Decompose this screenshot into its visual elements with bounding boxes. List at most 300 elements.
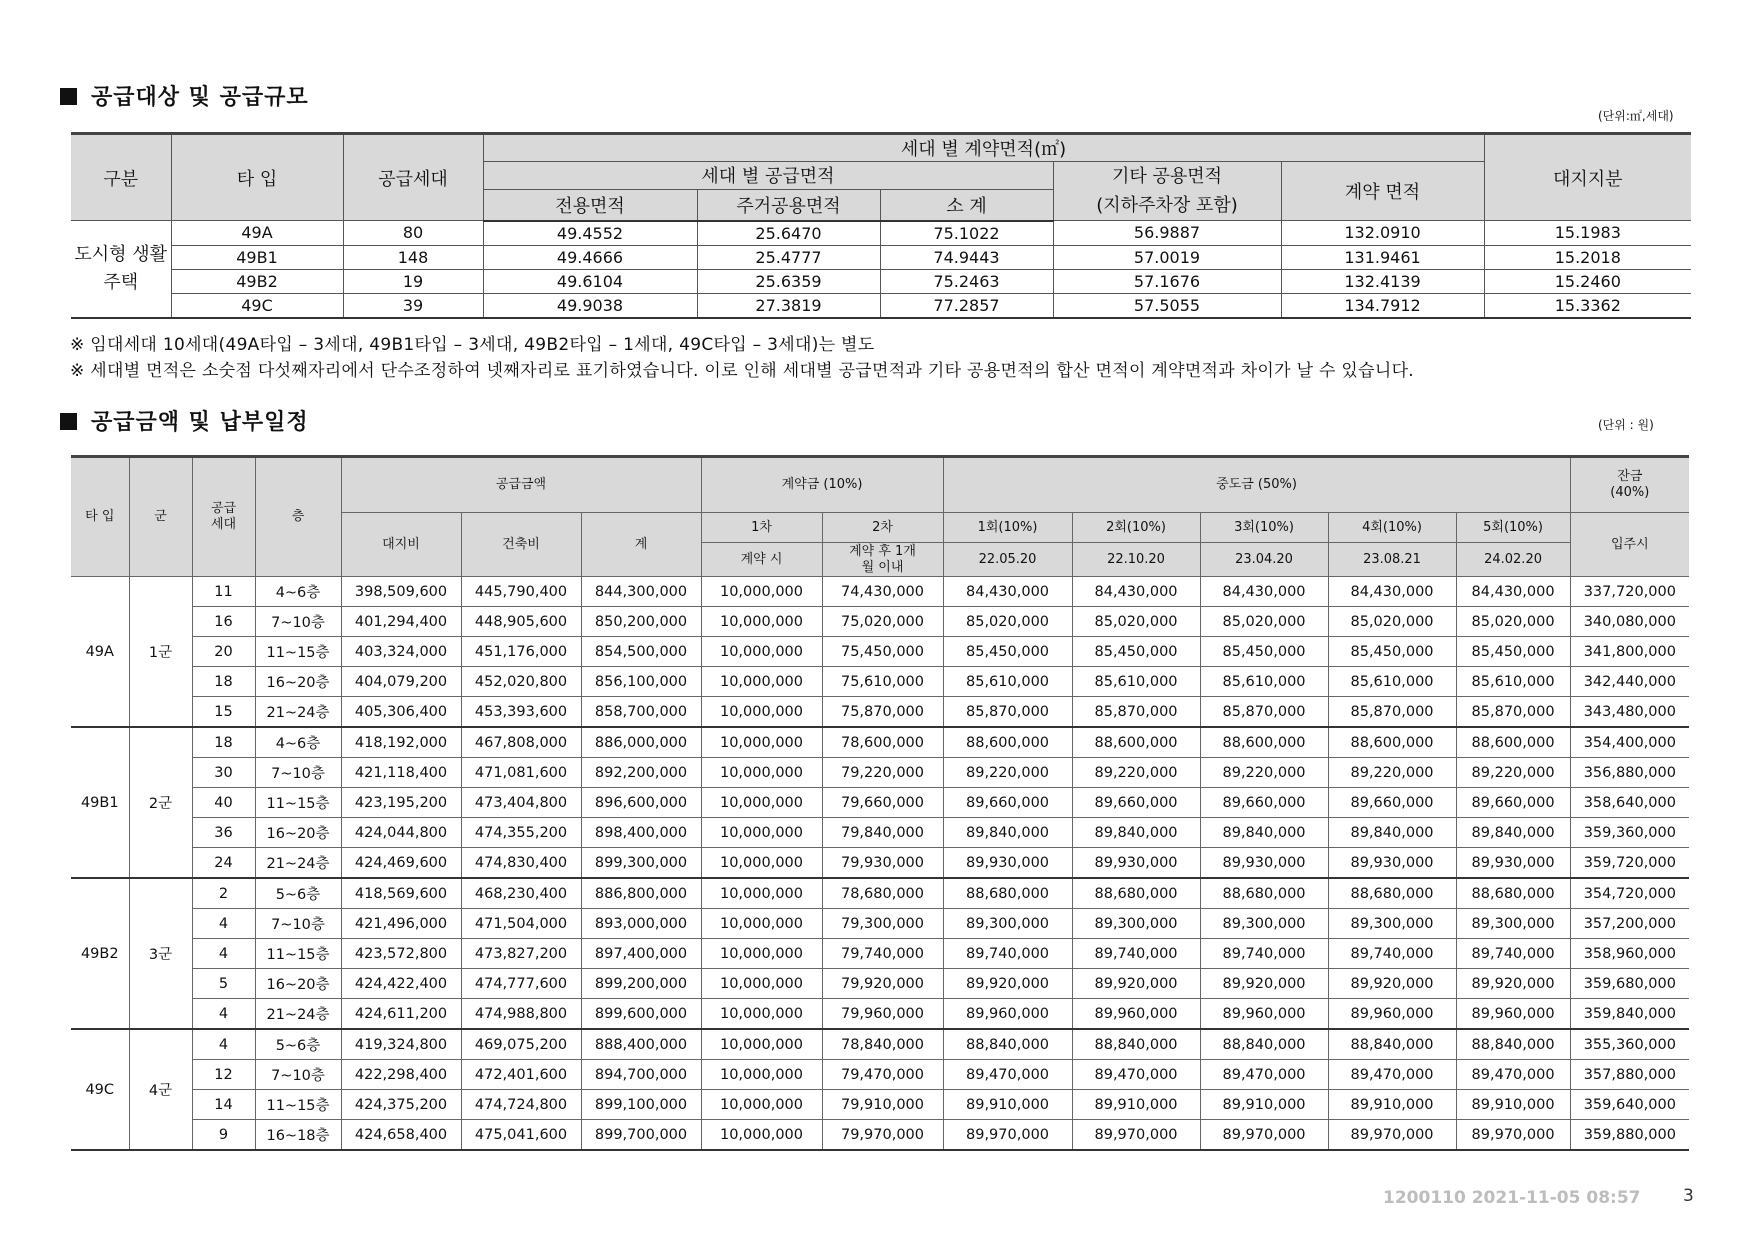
cell-floor: 16~18층 [255,1120,341,1151]
cell-middle-1: 89,930,000 [943,848,1072,879]
cell-middle-5: 89,740,000 [1456,939,1570,969]
cell-middle-2: 89,920,000 [1072,969,1200,999]
header-middle-round-3: 3회(10%) [1200,513,1328,543]
cell-middle-4: 89,220,000 [1328,758,1456,788]
cell-middle-4: 88,840,000 [1328,1029,1456,1060]
cell-balance: 355,360,000 [1570,1029,1689,1060]
cell-building: 474,724,800 [461,1090,581,1120]
cell-middle-5: 88,680,000 [1456,878,1570,909]
header-middle-date-3: 23.04.20 [1200,543,1328,577]
cell-middle-2: 85,020,000 [1072,607,1200,637]
cell-balance: 359,640,000 [1570,1090,1689,1120]
cell-floor: 5~6층 [255,1029,341,1060]
cell-floor: 5~6층 [255,878,341,909]
cell-middle-3: 85,610,000 [1200,667,1328,697]
cell-middle-2: 89,910,000 [1072,1090,1200,1120]
cell-deposit-1: 10,000,000 [701,909,822,939]
cell-middle-1: 85,450,000 [943,637,1072,667]
cell-total: 893,000,000 [581,909,701,939]
cell-land: 424,611,200 [341,999,461,1030]
cell-land: 398,509,600 [341,577,461,607]
cell-deposit-1: 10,000,000 [701,758,822,788]
cell-land-share: 15.2460 [1484,269,1691,293]
cell-deposit-1: 10,000,000 [701,1090,822,1120]
table-row [71,788,1689,818]
cell-middle-1: 89,470,000 [943,1060,1072,1090]
cell-deposit-2: 74,430,000 [822,577,943,607]
cell-exclusive: 49.6104 [483,269,697,293]
cell-floor: 4~6층 [255,577,341,607]
cell-middle-2: 89,930,000 [1072,848,1200,879]
cell-deposit-1: 10,000,000 [701,848,822,879]
cell-units: 40 [192,788,255,818]
table-row [71,1120,1689,1151]
header-middle-date-5: 24.02.20 [1456,543,1570,577]
cell-middle-5: 89,840,000 [1456,818,1570,848]
cell-residential-common: 25.4777 [697,245,880,269]
cell-total: 899,300,000 [581,848,701,879]
cell-middle-3: 89,960,000 [1200,999,1328,1030]
cell-residential-common: 27.3819 [697,293,880,318]
cell-middle-1: 84,430,000 [943,577,1072,607]
cell-exclusive: 49.4552 [483,221,697,246]
cell-middle-4: 89,930,000 [1328,848,1456,879]
cell-land: 424,469,600 [341,848,461,879]
cell-middle-5: 84,430,000 [1456,577,1570,607]
cell-type: 49B2 [171,269,343,293]
cell-middle-4: 89,840,000 [1328,818,1456,848]
cell-deposit-1: 10,000,000 [701,727,822,758]
cell-middle-1: 88,680,000 [943,878,1072,909]
cell-middle-3: 89,910,000 [1200,1090,1328,1120]
cell-deposit-2: 79,930,000 [822,848,943,879]
cell-type: 49C [171,293,343,318]
cell-middle-1: 89,740,000 [943,939,1072,969]
table-row [71,1090,1689,1120]
cell-units: 4 [192,999,255,1030]
cell-middle-5: 89,970,000 [1456,1120,1570,1151]
cell-deposit-1: 10,000,000 [701,969,822,999]
header-middle-round-5: 5회(10%) [1456,513,1570,543]
header-middle-round-4: 4회(10%) [1328,513,1456,543]
cell-units: 80 [343,221,483,246]
cell-residential-common: 25.6470 [697,221,880,246]
cell-middle-1: 89,300,000 [943,909,1072,939]
cell-building: 474,355,200 [461,818,581,848]
header-middle: 중도금 (50%) [943,457,1570,513]
cell-deposit-2: 79,920,000 [822,969,943,999]
cell-middle-4: 89,740,000 [1328,939,1456,969]
cell-middle-3: 89,930,000 [1200,848,1328,879]
cell-floor: 11~15층 [255,788,341,818]
cell-total: 894,700,000 [581,1060,701,1090]
cell-contract-area: 132.0910 [1281,221,1484,246]
cell-land: 418,569,600 [341,878,461,909]
cell-floor: 7~10층 [255,909,341,939]
cell-deposit-2: 75,450,000 [822,637,943,667]
cell-type: 49B1 [71,727,129,878]
note-rental: ※ 임대세대 10세대(49A타입 – 3세대, 49B1타입 – 3세대, 49B2타입 – 1세대, 49C타입 – 3세대)는 별도 [70,335,875,355]
cell-middle-3: 85,450,000 [1200,637,1328,667]
cell-units: 12 [192,1060,255,1090]
header-balance-when: 입주시 [1570,513,1689,577]
table-row [71,245,1691,269]
cell-units: 39 [343,293,483,318]
cell-middle-3: 85,870,000 [1200,697,1328,728]
cell-building: 474,830,400 [461,848,581,879]
square-bullet-icon [60,413,77,430]
cell-middle-1: 89,920,000 [943,969,1072,999]
cell-deposit-1: 10,000,000 [701,697,822,728]
cell-deposit-1: 10,000,000 [701,999,822,1030]
cell-middle-4: 89,470,000 [1328,1060,1456,1090]
cell-deposit-2: 78,600,000 [822,727,943,758]
cell-middle-5: 88,840,000 [1456,1029,1570,1060]
cell-group: 4군 [129,1029,192,1150]
header-group: 군 [129,457,192,577]
cell-building: 471,081,600 [461,758,581,788]
cell-middle-1: 89,660,000 [943,788,1072,818]
cell-land: 423,195,200 [341,788,461,818]
header-total: 계 [581,513,701,577]
table-row [71,293,1691,318]
cell-units: 15 [192,697,255,728]
cell-balance: 358,640,000 [1570,788,1689,818]
cell-deposit-1: 10,000,000 [701,577,822,607]
cell-middle-5: 85,450,000 [1456,637,1570,667]
cell-units: 4 [192,909,255,939]
cell-type: 49A [171,221,343,246]
cell-deposit-1: 10,000,000 [701,1120,822,1151]
cell-type: 49C [71,1029,129,1150]
cell-land: 404,079,200 [341,667,461,697]
cell-total: 854,500,000 [581,637,701,667]
square-bullet-icon [60,88,77,105]
cell-floor: 7~10층 [255,1060,341,1090]
cell-units: 11 [192,577,255,607]
header-other-common: 기타 공용면적 (지하주차장 포함) [1053,162,1281,221]
cell-building: 445,790,400 [461,577,581,607]
cell-balance: 337,720,000 [1570,577,1689,607]
cell-balance: 342,440,000 [1570,667,1689,697]
cell-deposit-1: 10,000,000 [701,667,822,697]
cell-middle-5: 89,300,000 [1456,909,1570,939]
cell-group: 2군 [129,727,192,878]
cell-balance: 359,360,000 [1570,818,1689,848]
cell-middle-3: 88,680,000 [1200,878,1328,909]
cell-building: 468,230,400 [461,878,581,909]
cell-units: 18 [192,667,255,697]
header-price: 공급금액 [341,457,701,513]
cell-land-share: 15.3362 [1484,293,1691,318]
table-row [71,999,1689,1030]
table-row [71,758,1689,788]
cell-contract-area: 131.9461 [1281,245,1484,269]
cell-middle-1: 85,870,000 [943,697,1072,728]
cell-land: 405,306,400 [341,697,461,728]
cell-land: 419,324,800 [341,1029,461,1060]
cell-exclusive: 49.4666 [483,245,697,269]
cell-deposit-1: 10,000,000 [701,1029,822,1060]
cell-other-common: 57.1676 [1053,269,1281,293]
cell-middle-2: 89,960,000 [1072,999,1200,1030]
cell-other-common: 56.9887 [1053,221,1281,246]
cell-deposit-2: 75,870,000 [822,697,943,728]
header-type: 타 입 [171,134,343,221]
cell-building: 451,176,000 [461,637,581,667]
cell-balance: 354,400,000 [1570,727,1689,758]
cell-deposit-2: 78,840,000 [822,1029,943,1060]
table-row [71,221,1691,246]
cell-building: 471,504,000 [461,909,581,939]
cell-deposit-1: 10,000,000 [701,607,822,637]
cell-middle-4: 89,960,000 [1328,999,1456,1030]
header-deposit: 계약금 (10%) [701,457,943,513]
cell-land: 403,324,000 [341,637,461,667]
header-subtotal: 소 계 [880,189,1053,220]
cell-deposit-1: 10,000,000 [701,878,822,909]
cell-middle-1: 89,910,000 [943,1090,1072,1120]
cell-middle-3: 88,600,000 [1200,727,1328,758]
cell-land: 423,572,800 [341,939,461,969]
cell-total: 899,600,000 [581,999,701,1030]
cell-balance: 340,080,000 [1570,607,1689,637]
cell-building: 473,827,200 [461,939,581,969]
document-id: 1200110 2021-11-05 08:57 [1383,1188,1641,1208]
cell-deposit-1: 10,000,000 [701,818,822,848]
cell-units: 148 [343,245,483,269]
cell-land-share: 15.1983 [1484,221,1691,246]
cell-middle-1: 88,840,000 [943,1029,1072,1060]
cell-deposit-1: 10,000,000 [701,1060,822,1090]
table-row [71,1029,1689,1060]
cell-middle-3: 89,740,000 [1200,939,1328,969]
cell-middle-4: 85,450,000 [1328,637,1456,667]
cell-type: 49B1 [171,245,343,269]
cell-floor: 16~20층 [255,969,341,999]
cell-residential-common: 25.6359 [697,269,880,293]
cell-type: 49A [71,577,129,728]
cell-balance: 356,880,000 [1570,758,1689,788]
cell-exclusive: 49.9038 [483,293,697,318]
cell-building: 448,905,600 [461,607,581,637]
table-row [71,637,1689,667]
header-exclusive: 전용면적 [483,189,697,220]
cell-building: 475,041,600 [461,1120,581,1151]
header-land: 대지비 [341,513,461,577]
cell-balance: 341,800,000 [1570,637,1689,667]
header-land-share: 대지지분 [1484,134,1691,221]
cell-deposit-1: 10,000,000 [701,788,822,818]
table-row [71,697,1689,728]
cell-other-common: 57.5055 [1053,293,1281,318]
cell-middle-4: 89,300,000 [1328,909,1456,939]
cell-deposit-2: 78,680,000 [822,878,943,909]
cell-total: 844,300,000 [581,577,701,607]
cell-land: 421,118,400 [341,758,461,788]
cell-floor: 7~10층 [255,758,341,788]
cell-total: 886,000,000 [581,727,701,758]
cell-units: 18 [192,727,255,758]
cell-middle-5: 89,960,000 [1456,999,1570,1030]
header-middle-date-2: 22.10.20 [1072,543,1200,577]
cell-floor: 11~15층 [255,637,341,667]
cell-building: 474,777,600 [461,969,581,999]
cell-total: 899,200,000 [581,969,701,999]
cell-middle-1: 89,960,000 [943,999,1072,1030]
cell-floor: 7~10층 [255,607,341,637]
cell-floor: 21~24층 [255,697,341,728]
cell-total: 897,400,000 [581,939,701,969]
cell-middle-3: 89,220,000 [1200,758,1328,788]
header-building: 건축비 [461,513,581,577]
table-row [71,269,1691,293]
cell-total: 886,800,000 [581,878,701,909]
cell-middle-4: 85,020,000 [1328,607,1456,637]
cell-subtotal: 75.1022 [880,221,1053,246]
cell-units: 14 [192,1090,255,1120]
cell-balance: 358,960,000 [1570,939,1689,969]
cell-units: 36 [192,818,255,848]
cell-deposit-2: 75,610,000 [822,667,943,697]
cell-type: 49B2 [71,878,129,1029]
cell-balance: 359,880,000 [1570,1120,1689,1151]
category-cell: 도시형 생활주택 [71,221,171,318]
cell-middle-2: 85,870,000 [1072,697,1200,728]
page-number: 3 [1683,1186,1694,1206]
section1-unit: (단위:㎡,세대) [1598,109,1674,123]
cell-land: 424,375,200 [341,1090,461,1120]
cell-land: 401,294,400 [341,607,461,637]
table-row [71,818,1689,848]
cell-middle-1: 89,840,000 [943,818,1072,848]
cell-deposit-2: 79,840,000 [822,818,943,848]
cell-land: 424,422,400 [341,969,461,999]
cell-deposit-2: 75,020,000 [822,607,943,637]
cell-middle-4: 84,430,000 [1328,577,1456,607]
cell-contract-area: 134.7912 [1281,293,1484,318]
cell-middle-5: 85,870,000 [1456,697,1570,728]
table-row [71,848,1689,879]
table-row [71,878,1689,909]
table-row [71,969,1689,999]
cell-middle-1: 85,610,000 [943,667,1072,697]
cell-middle-5: 89,920,000 [1456,969,1570,999]
cell-floor: 4~6층 [255,727,341,758]
cell-deposit-1: 10,000,000 [701,637,822,667]
table-row [71,667,1689,697]
cell-middle-3: 84,430,000 [1200,577,1328,607]
price-schedule-table [71,455,1689,1151]
table-row [71,909,1689,939]
cell-group: 1군 [129,577,192,728]
cell-total: 858,700,000 [581,697,701,728]
cell-floor: 11~15층 [255,1090,341,1120]
cell-middle-3: 89,300,000 [1200,909,1328,939]
header-residential-common: 주거공용면적 [697,189,880,220]
header-units: 공급 세대 [192,457,255,577]
cell-middle-3: 89,840,000 [1200,818,1328,848]
header-type: 타 입 [71,457,129,577]
cell-balance: 359,680,000 [1570,969,1689,999]
cell-middle-5: 85,020,000 [1456,607,1570,637]
cell-total: 899,100,000 [581,1090,701,1120]
cell-units: 16 [192,607,255,637]
table-row [71,727,1689,758]
header-middle-date-1: 22.05.20 [943,543,1072,577]
cell-middle-1: 89,220,000 [943,758,1072,788]
header-middle-date-4: 23.08.21 [1328,543,1456,577]
header-supply-area-group: 세대 별 공급면적 [483,162,1053,190]
header-balance: 잔금 (40%) [1570,457,1689,513]
cell-total: 888,400,000 [581,1029,701,1060]
cell-units: 4 [192,1029,255,1060]
cell-middle-2: 89,840,000 [1072,818,1200,848]
cell-units: 9 [192,1120,255,1151]
cell-units: 20 [192,637,255,667]
cell-middle-3: 89,470,000 [1200,1060,1328,1090]
cell-middle-2: 85,450,000 [1072,637,1200,667]
cell-total: 899,700,000 [581,1120,701,1151]
cell-middle-4: 89,920,000 [1328,969,1456,999]
header-deposit-1-when: 계약 시 [701,543,822,577]
cell-balance: 354,720,000 [1570,878,1689,909]
header-deposit-2: 2차 [822,513,943,543]
cell-land: 422,298,400 [341,1060,461,1090]
cell-total: 896,600,000 [581,788,701,818]
cell-deposit-2: 79,910,000 [822,1090,943,1120]
cell-floor: 16~20층 [255,818,341,848]
cell-middle-2: 89,470,000 [1072,1060,1200,1090]
header-contract-area-group: 세대 별 계약면적(㎡) [483,134,1484,162]
cell-middle-5: 89,470,000 [1456,1060,1570,1090]
cell-deposit-1: 10,000,000 [701,939,822,969]
table-row [71,577,1689,607]
cell-deposit-2: 79,740,000 [822,939,943,969]
cell-land: 421,496,000 [341,909,461,939]
cell-total: 892,200,000 [581,758,701,788]
header-units: 공급세대 [343,134,483,221]
cell-floor: 21~24층 [255,848,341,879]
cell-balance: 357,880,000 [1570,1060,1689,1090]
cell-deposit-2: 79,300,000 [822,909,943,939]
cell-land-share: 15.2018 [1484,245,1691,269]
section2-title: 공급금액 및 납부일정 [60,405,309,436]
header-floor: 층 [255,457,341,577]
cell-units: 19 [343,269,483,293]
cell-building: 453,393,600 [461,697,581,728]
header-deposit-2-when: 계약 후 1개월 이내 [822,543,943,577]
header-middle-round-2: 2회(10%) [1072,513,1200,543]
header-contract-area: 계약 면적 [1281,162,1484,221]
cell-middle-4: 89,970,000 [1328,1120,1456,1151]
cell-floor: 21~24층 [255,999,341,1030]
cell-middle-5: 89,660,000 [1456,788,1570,818]
cell-total: 850,200,000 [581,607,701,637]
cell-middle-1: 88,600,000 [943,727,1072,758]
cell-middle-3: 89,970,000 [1200,1120,1328,1151]
cell-land: 424,658,400 [341,1120,461,1151]
cell-middle-1: 85,020,000 [943,607,1072,637]
supply-area-table [71,132,1691,319]
table-row [71,607,1689,637]
cell-middle-2: 89,970,000 [1072,1120,1200,1151]
cell-units: 24 [192,848,255,879]
cell-contract-area: 132.4139 [1281,269,1484,293]
cell-subtotal: 77.2857 [880,293,1053,318]
header-middle-round-1: 1회(10%) [943,513,1072,543]
table-row [71,1060,1689,1090]
